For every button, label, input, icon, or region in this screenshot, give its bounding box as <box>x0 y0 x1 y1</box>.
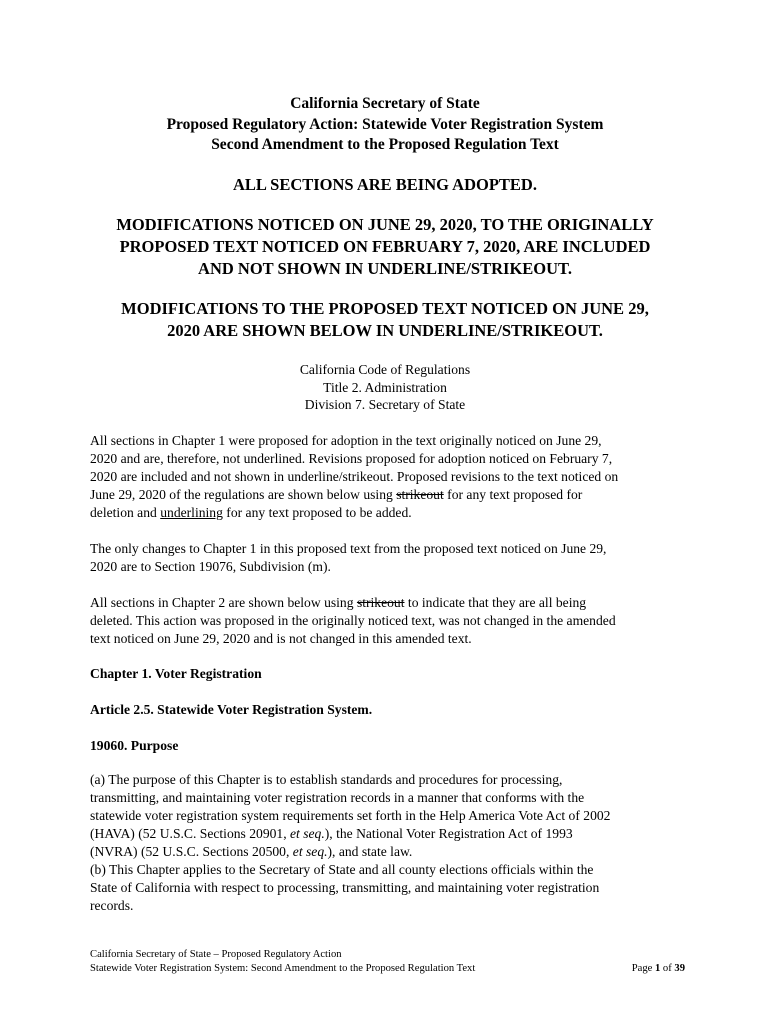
text-line <box>90 594 685 612</box>
ccr-title-number: Title 2. Administration <box>323 379 447 395</box>
notice-line: AND NOT SHOWN IN UNDERLINE/STRIKEOUT. <box>198 259 572 278</box>
page-number <box>632 962 685 976</box>
total-pages: 39 <box>674 963 685 974</box>
text-span: deletion and <box>90 505 161 520</box>
header-subtitle: Second Amendment to the Proposed Regulation Text <box>211 136 559 153</box>
underline-example: underlining <box>160 505 223 520</box>
footer-line <box>90 962 685 976</box>
text-span: All sections in Chapter 2 are shown below using <box>90 595 357 610</box>
section-heading: 19060. Purpose <box>90 738 179 753</box>
changes-paragraph <box>90 540 685 576</box>
footer-line <box>90 948 685 962</box>
text-line: All sections in Chapter 1 were proposed for adoption in the text originally noticed on June 29, <box>90 433 602 448</box>
header-agency: California Secretary of State <box>290 95 480 112</box>
intro-paragraph <box>90 432 685 522</box>
code-of-regulations-block <box>0 361 770 414</box>
notice-line: 2020 ARE SHOWN BELOW IN UNDERLINE/STRIKEOUT. <box>167 321 603 340</box>
text-line: deleted. This action was proposed in the originally noticed text, was not changed in the amended <box>90 613 616 628</box>
notice-modifications-june <box>80 214 690 280</box>
purpose-paragraph <box>90 771 685 915</box>
notice-line: MODIFICATIONS NOTICED ON JUNE 29, 2020, TO THE ORIGINALLY <box>116 215 654 234</box>
text-span: (NVRA) (52 U.S.C. Sections 20500, <box>90 844 293 859</box>
notice-line: MODIFICATIONS TO THE PROPOSED TEXT NOTICED ON JUNE 29, <box>121 299 649 318</box>
document-header <box>0 94 770 156</box>
current-page: 1 <box>654 963 661 974</box>
text-line <box>90 825 685 843</box>
header-action: Proposed Regulatory Action: Statewide Voter Registration System <box>166 115 604 133</box>
text-line: transmitting, and maintaining voter registration records in a manner that conforms with the <box>90 790 585 805</box>
strikeout-example: strikeout <box>356 595 405 610</box>
chapter2-paragraph <box>90 594 685 648</box>
text-span: (HAVA) (52 U.S.C. Sections 20901, <box>90 826 291 841</box>
text-span: ), and state law. <box>327 844 413 859</box>
page-footer <box>90 948 685 976</box>
text-line: (b) This Chapter applies to the Secretary of State and all county elections officials within the <box>90 862 594 877</box>
text-span: of <box>660 963 675 974</box>
italic-text: et seq. <box>290 826 325 841</box>
notice-adopted: ALL SECTIONS ARE BEING ADOPTED. <box>233 175 537 194</box>
text-line: statewide voter registration system requirements set forth in the Help America Vote Act of 2002 <box>90 808 611 823</box>
text-line <box>90 486 685 504</box>
article-heading: Article 2.5. Statewide Voter Registration System. <box>90 702 373 717</box>
text-line: text noticed on June 29, 2020 and is not changed in this amended text. <box>90 631 472 646</box>
chapter-heading: Chapter 1. Voter Registration <box>90 666 262 681</box>
text-line: 2020 are included and not shown in underline/strikeout. Proposed revisions to the text noticed on <box>90 469 619 484</box>
text-line: State of California with respect to processing, transmitting, and maintaining voter registration <box>90 880 600 895</box>
text-line: records. <box>90 898 134 913</box>
text-span: to indicate that they are all being <box>404 595 587 610</box>
text-span: for any text proposed for <box>443 487 583 502</box>
text-line: The only changes to Chapter 1 in this proposed text from the proposed text noticed on June 29, <box>90 541 607 556</box>
text-span: ), the National Voter Registration Act of 1993 <box>324 826 573 841</box>
strikeout-example: strikeout <box>396 487 444 502</box>
text-line: 2020 are to Section 19076, Subdivision (m). <box>90 559 331 574</box>
ccr-title: California Code of Regulations <box>299 362 471 377</box>
text-line <box>90 504 685 522</box>
text-line: (a) The purpose of this Chapter is to establish standards and procedures for processing, <box>90 772 563 787</box>
ccr-division: Division 7. Secretary of State <box>304 397 466 413</box>
notice-line: PROPOSED TEXT NOTICED ON FEBRUARY 7, 2020, ARE INCLUDED <box>119 237 651 256</box>
text-line: 2020 and are, therefore, not underlined. Revisions proposed for adoption noticed on February 7, <box>90 451 613 466</box>
footer-agency: California Secretary of State – Proposed Regulatory Action <box>90 949 342 960</box>
text-span: for any text proposed to be added. <box>222 505 412 520</box>
italic-text: et seq. <box>292 844 328 859</box>
text-span: June 29, 2020 of the regulations are shown below using <box>90 487 397 502</box>
text-span: Page <box>631 963 655 974</box>
footer-title: Statewide Voter Registration System: Second Amendment to the Proposed Regulation Text <box>90 963 476 974</box>
notice-modifications-proposed <box>80 298 690 342</box>
text-line <box>90 843 685 861</box>
